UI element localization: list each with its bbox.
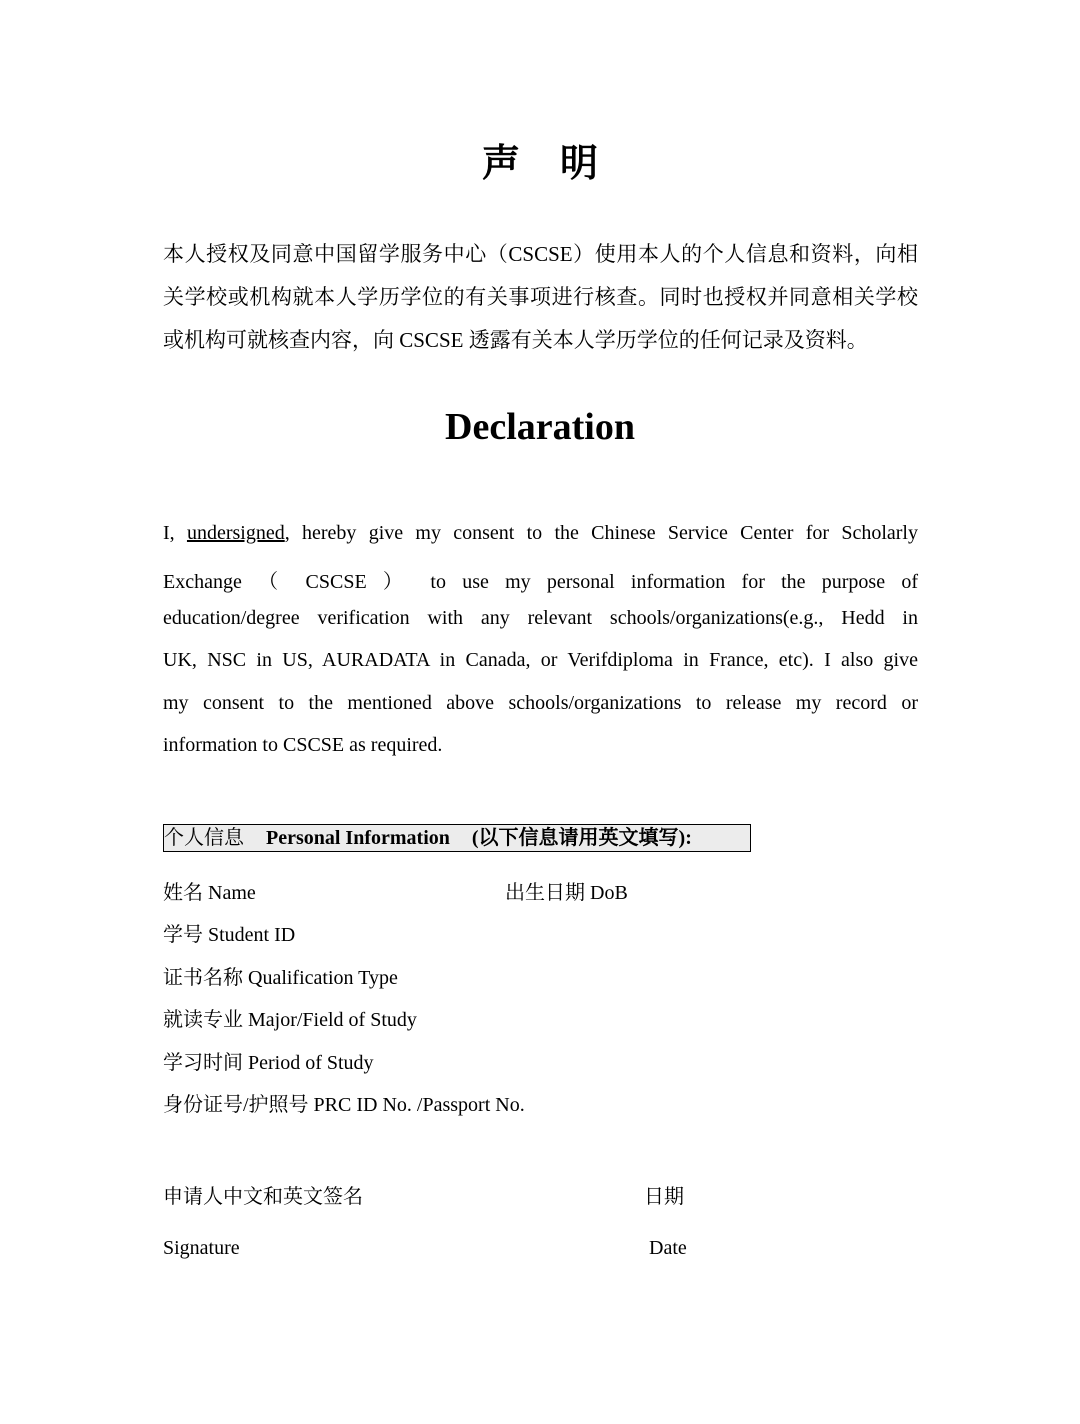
signature-label-cn: 申请人中文和英文签名: [163, 1186, 363, 1208]
field-student-id: 学号 Student ID: [163, 924, 296, 946]
english-paragraph-line: UK, NSC in US, AURADATA in Canada, or Verifdiploma in France, etc). I also give: [163, 649, 918, 671]
chinese-paragraph-line: 本人授权及同意中国留学服务中心（CSCSE）使用本人的个人信息和资料，向相: [163, 242, 918, 266]
signature-label-en: Signature: [163, 1237, 240, 1259]
field-id-number: 身份证号/护照号 PRC ID No. /Passport No.: [163, 1094, 525, 1116]
chinese-paragraph-line: 或机构可就核查内容，向 CSCSE 透露有关本人学历学位的任何记录及资料。: [163, 328, 868, 352]
chinese-paragraph-line: 关学校或机构就本人学历学位的有关事项进行核查。同时也授权并同意相关学校: [163, 285, 918, 309]
field-name: 姓名 Name: [163, 882, 256, 904]
field-dob: 出生日期 DoB: [505, 882, 628, 904]
field-qualification: 证书名称 Qualification Type: [163, 967, 398, 989]
english-title: Declaration: [445, 406, 635, 448]
underlined-word: undersigned: [186, 522, 285, 544]
text: I,: [163, 522, 187, 544]
english-paragraph-line: information to CSCSE as required.: [163, 734, 443, 756]
text: , hereby give my consent to the Chinese Service Center for Scholarly: [284, 522, 918, 544]
field-period: 学习时间 Period of Study: [163, 1052, 374, 1074]
field-major: 就读专业 Major/Field of Study: [163, 1009, 417, 1031]
header-note: (以下信息请用英文填写):: [471, 827, 692, 849]
personal-info-header: [163, 824, 751, 852]
date-label-en: Date: [649, 1237, 687, 1259]
header-en: Personal Information: [266, 827, 450, 849]
english-paragraph-line: education/degree verification with any relevant schools/organizations(e.g., Hedd in: [163, 607, 918, 629]
english-paragraph-line: my consent to the mentioned above schools/organizations to release my record or: [163, 692, 918, 714]
date-label-cn: 日期: [644, 1186, 684, 1208]
english-paragraph-line: [163, 522, 918, 545]
chinese-title: 声明: [481, 143, 638, 185]
header-cn: 个人信息: [164, 827, 244, 849]
english-paragraph-line: Exchange （ CSCSE ） to use my personal information for the purpose of: [163, 571, 918, 593]
